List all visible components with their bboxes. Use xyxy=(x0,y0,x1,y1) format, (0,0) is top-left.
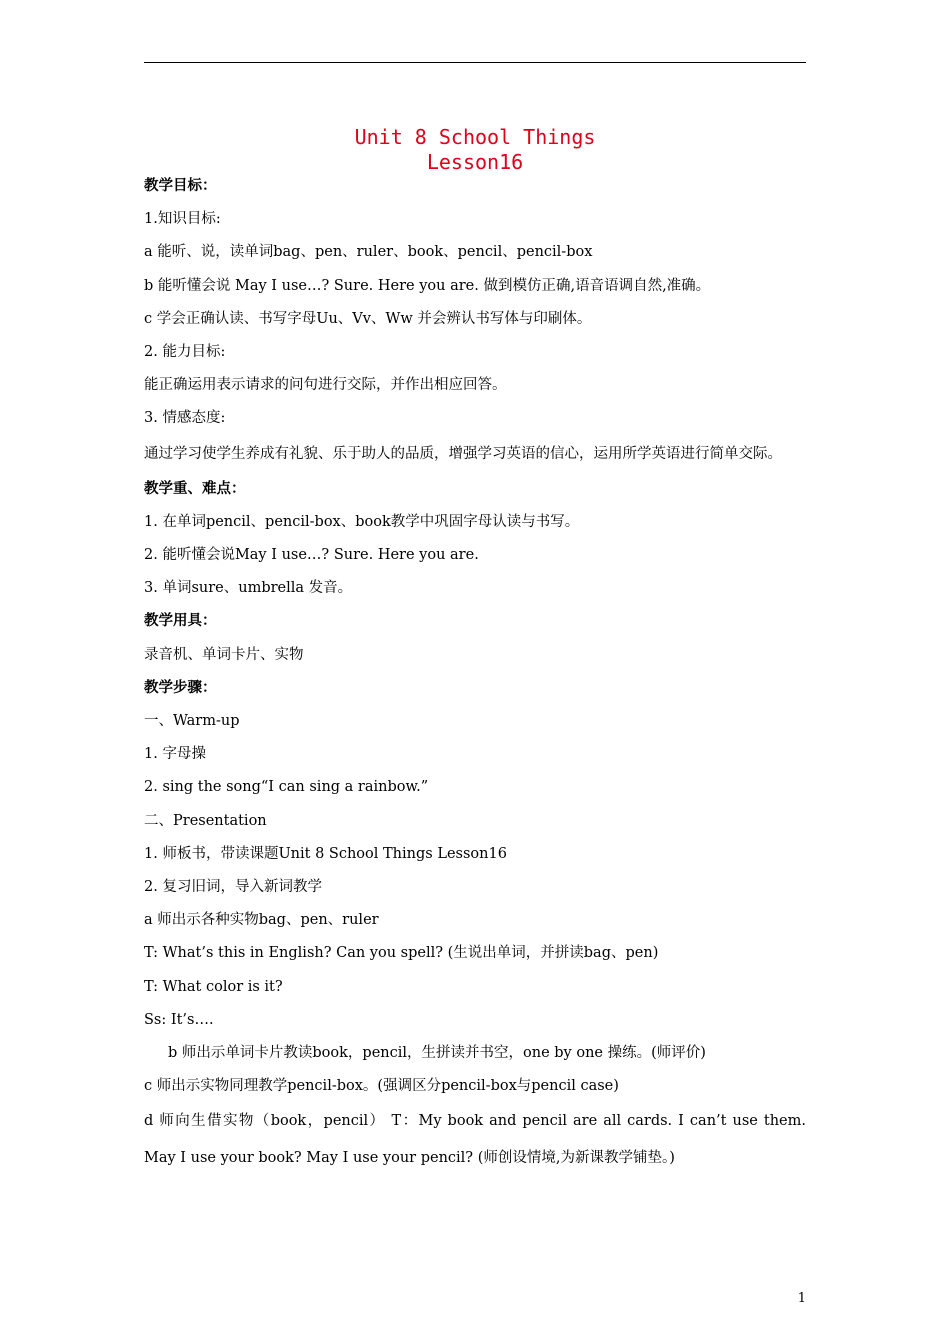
paragraph-line: 通过学习使学生养成有礼貌、乐于助人的品质，增强学习英语的信心，运用所学英语进行简单交际。 xyxy=(144,445,782,462)
paragraph-line: a 能听、说，读单词bag、pen、ruler、book、pencil、pencil-box xyxy=(144,244,593,261)
paragraph-line: T: What’s this in English? Can you spell? (生说出单词，并拼读bag、pen) xyxy=(144,945,659,962)
section-heading-key-points: 教学重、难点： xyxy=(144,480,246,497)
paragraph-line: 二、Presentation xyxy=(144,812,267,829)
paragraph-line: 3. 单词sure、umbrella 发音。 xyxy=(144,580,353,597)
header-rule xyxy=(144,62,806,63)
paragraph-line: 2. 复习旧词，导入新词教学 xyxy=(144,879,322,896)
paragraph-line: 1. 师板书，带读课题Unit 8 School Things Lesson16 xyxy=(144,845,507,862)
paragraph-line: 1. 字母操 xyxy=(144,746,206,763)
paragraph-line: b 能听懂会说 May I use…? Sure. Here you are. 做到模仿正确,语音语调自然,准确。 xyxy=(144,277,711,294)
paragraph-line: c 学会正确认读、书写字母Uu、Vv、Ww 并会辨认书写体与印刷体。 xyxy=(144,310,592,327)
section-heading-steps: 教学步骤： xyxy=(144,679,217,696)
paragraph-line: 1.知识目标: xyxy=(144,211,221,228)
paragraph-line: a 师出示各种实物bag、pen、ruler xyxy=(144,912,379,929)
paragraph-line: 1. 在单词pencil、pencil-box、book教学中巩固字母认读与书写。 xyxy=(144,513,580,530)
document-body xyxy=(144,170,806,1177)
document-title: Unit 8 School Things xyxy=(354,125,596,149)
paragraph-line: 一、Warm-up xyxy=(144,713,240,730)
paragraph-line: 2. 能听懂会说May I use…? Sure. Here you are. xyxy=(144,547,479,564)
paragraph-line: 2. sing the song“I can sing a rainbow.” xyxy=(144,779,429,796)
paragraph-line: b 师出示单词卡片教读book，pencil，生拼读并书空，one by one 操练。(师评价) xyxy=(168,1045,706,1062)
paragraph-line: 3. 情感态度: xyxy=(144,410,226,427)
paragraph-line: T: What color is it? xyxy=(144,978,283,995)
paragraph-line: Ss: It’s…. xyxy=(144,1011,214,1028)
section-heading-objectives: 教学目标： xyxy=(144,178,217,194)
paragraph-line: 录音机、单词卡片、实物 xyxy=(144,646,304,663)
paragraph-line: c 师出示实物同理教学pencil-box。(强调区分pencil-box与pencil case) xyxy=(144,1078,619,1095)
document-subtitle: Lesson16 xyxy=(426,150,524,174)
paragraph-line: 2. 能力目标: xyxy=(144,344,226,361)
paragraph-line: 能正确运用表示请求的问句进行交际，并作出相应回答。 xyxy=(144,377,507,394)
section-heading-materials: 教学用具： xyxy=(144,613,217,630)
page-number: 1 xyxy=(797,1291,806,1306)
paragraph-line: d 师向生借实物（book，pencil） T：My book and pencil are all cards. I can’t use them. May I use your book? May I use your pencil? (师创设情境,为新课教学铺垫。) xyxy=(144,1113,806,1167)
